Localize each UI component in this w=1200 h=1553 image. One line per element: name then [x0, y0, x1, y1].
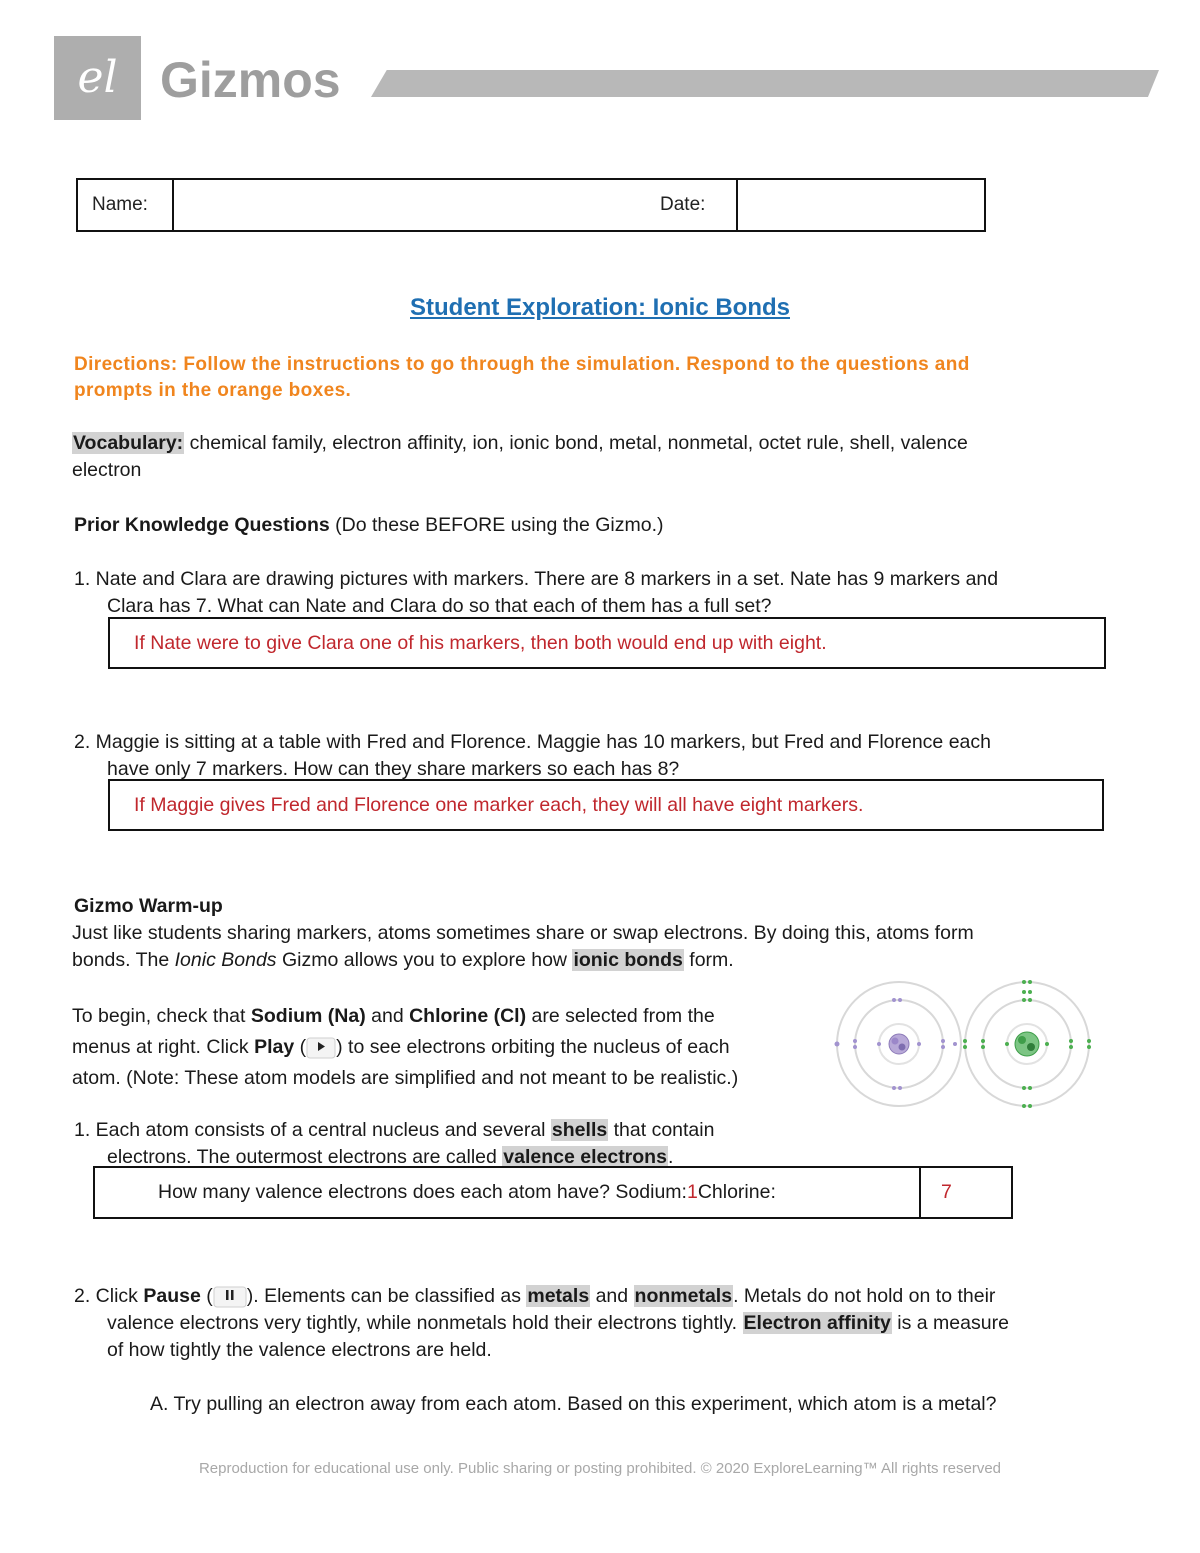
warmup-paragraph-2: [72, 1001, 832, 1094]
sodium-answer[interactable]: 1: [686, 1181, 698, 1203]
prior-knowledge-heading: Prior Knowledge Questions: [74, 514, 330, 536]
text: .: [667, 1146, 674, 1168]
text: (: [294, 1036, 307, 1058]
name-date-table: [76, 178, 986, 232]
question-1-line-1: 1. Nate and Clara are drawing pictures with markers. There are 8 markers in a set. Nate has 9 markers and: [74, 568, 999, 590]
warmup-question-2: [74, 1283, 1154, 1364]
play-icon: [306, 1037, 336, 1059]
warmup-p1-line-1: Just like students sharing markers, atoms sometimes share or swap electrons. By doing this, atoms form: [72, 922, 974, 944]
text: ) to see electrons orbiting the nucleus of each: [336, 1036, 730, 1058]
warmup-p1-line-2: [72, 947, 1152, 974]
warmup-question-1: [74, 1117, 834, 1171]
text: Chlorine:: [697, 1181, 776, 1203]
valence-answer-box: [93, 1166, 1013, 1219]
term-valence-electrons: valence electrons: [503, 1146, 667, 1168]
question-2-line-2: have only 7 markers. How can they share markers so each has 8?: [107, 758, 680, 780]
term-electron-affinity: Electron affinity: [743, 1312, 891, 1334]
warmup-heading-text: Gizmo Warm-up: [74, 895, 223, 917]
text: ). Elements can be classified as: [246, 1285, 527, 1307]
warmup-q2-line-2: [74, 1310, 1154, 1337]
question-1-line-2: Clara has 7. What can Nate and Clara do so that each of them has a full set?: [107, 595, 772, 617]
text: menus at right. Click: [72, 1036, 255, 1058]
term-shells: shells: [551, 1119, 608, 1141]
valence-prompt: [158, 1168, 776, 1217]
warmup-q2-line-1: [74, 1283, 1154, 1310]
text: 1. Each atom consists of a central nucleus and several: [74, 1119, 551, 1141]
sodium-atom-icon: [835, 982, 962, 1106]
vocabulary-terms: chemical family, electron affinity, ion, ionic bond, metal, nonmetal, octet rule, shell, valence electron: [72, 432, 968, 481]
divider: [919, 1168, 921, 1217]
chlorine-answer[interactable]: 7: [941, 1181, 952, 1203]
date-field[interactable]: [738, 180, 984, 230]
question-1: [74, 566, 1134, 620]
chlorine-atom-icon: [963, 980, 1091, 1108]
warmup-q2-line-3: of how tightly the valence electrons are held.: [107, 1339, 492, 1361]
answer-2-text: If Maggie gives Fred and Florence one marker each, they will all have eight markers.: [134, 793, 864, 816]
play-label: Play: [254, 1036, 295, 1058]
name-label: Name:: [92, 194, 148, 215]
text: and: [365, 1005, 410, 1027]
term-nonmetals: nonmetals: [634, 1285, 733, 1307]
text: To begin, check that: [72, 1005, 251, 1027]
text: bonds. The: [72, 949, 175, 971]
pause-icon: [213, 1286, 247, 1308]
answer-box-2[interactable]: [108, 779, 1104, 831]
warmup-q1-line-1: [74, 1117, 834, 1144]
text: that contain: [608, 1119, 715, 1141]
text: and: [590, 1285, 634, 1307]
term-metals: metals: [527, 1285, 590, 1307]
text: Gizmo allows you to explore how: [276, 949, 573, 971]
prior-knowledge-heading-row: [74, 512, 664, 539]
atom-models-illustration: [834, 976, 1096, 1112]
prior-knowledge-note: (Do these BEFORE using the Gizmo.): [335, 514, 664, 536]
warmup-paragraph-1: [72, 920, 1152, 974]
text: are selected from the: [526, 1005, 715, 1027]
vocabulary: [72, 430, 1022, 484]
answer-1-text: If Nate were to give Clara one of his markers, then both would end up with eight.: [134, 631, 827, 654]
sodium-label: Sodium (Na): [250, 1005, 366, 1027]
warmup-p2-line-1: [72, 1001, 832, 1032]
footer-copyright: Reproduction for educational use only. Public sharing or posting prohibited. © 2020 ExploreLearning™ All rights reserved: [198, 1460, 1002, 1477]
text: is a measure: [891, 1312, 1009, 1334]
answer-box-1[interactable]: [108, 617, 1106, 669]
logo-glyph: el: [77, 52, 118, 103]
question-2a: A. Try pulling an electron away from each atom. Based on this experiment, which atom is a metal?: [150, 1393, 997, 1415]
warmup-p2-line-2: [72, 1032, 832, 1063]
term-ionic-bonds: ionic bonds: [573, 949, 683, 971]
brand-name: Gizmos: [160, 52, 341, 108]
question-2-line-1: 2. Maggie is sitting at a table with Fred and Florence. Maggie has 10 markers, but Fred and Florence each: [74, 731, 991, 753]
text: 2. Click: [74, 1285, 144, 1307]
header-bar: [371, 70, 1159, 97]
date-label: Date:: [660, 194, 706, 215]
text: . Metals do not hold on to their: [733, 1285, 996, 1307]
directions: Directions: Follow the instructions to go through the simulation. Respond to the questions and prompts in the orange boxes.: [74, 354, 970, 401]
text: (: [200, 1285, 213, 1307]
pause-label: Pause: [143, 1285, 201, 1307]
question-2: [74, 729, 1134, 783]
warmup-p2-line-3: atom. (Note: These atom models are simplified and not meant to be realistic.): [72, 1067, 739, 1089]
chlorine-label: Chlorine (Cl): [409, 1005, 527, 1027]
warmup-heading: [74, 893, 223, 920]
page-title: Student Exploration: Ionic Bonds: [410, 294, 790, 321]
text: form.: [683, 949, 734, 971]
name-field[interactable]: [174, 180, 636, 230]
text: valence electrons very tightly, while nonmetals hold their electrons tightly.: [107, 1312, 743, 1334]
vocabulary-label: Vocabulary:: [73, 432, 184, 454]
gizmo-name: Ionic Bonds: [174, 949, 277, 971]
text: How many valence electrons does each atom have? Sodium:: [158, 1181, 687, 1203]
text: electrons. The outermost electrons are called: [107, 1146, 503, 1168]
